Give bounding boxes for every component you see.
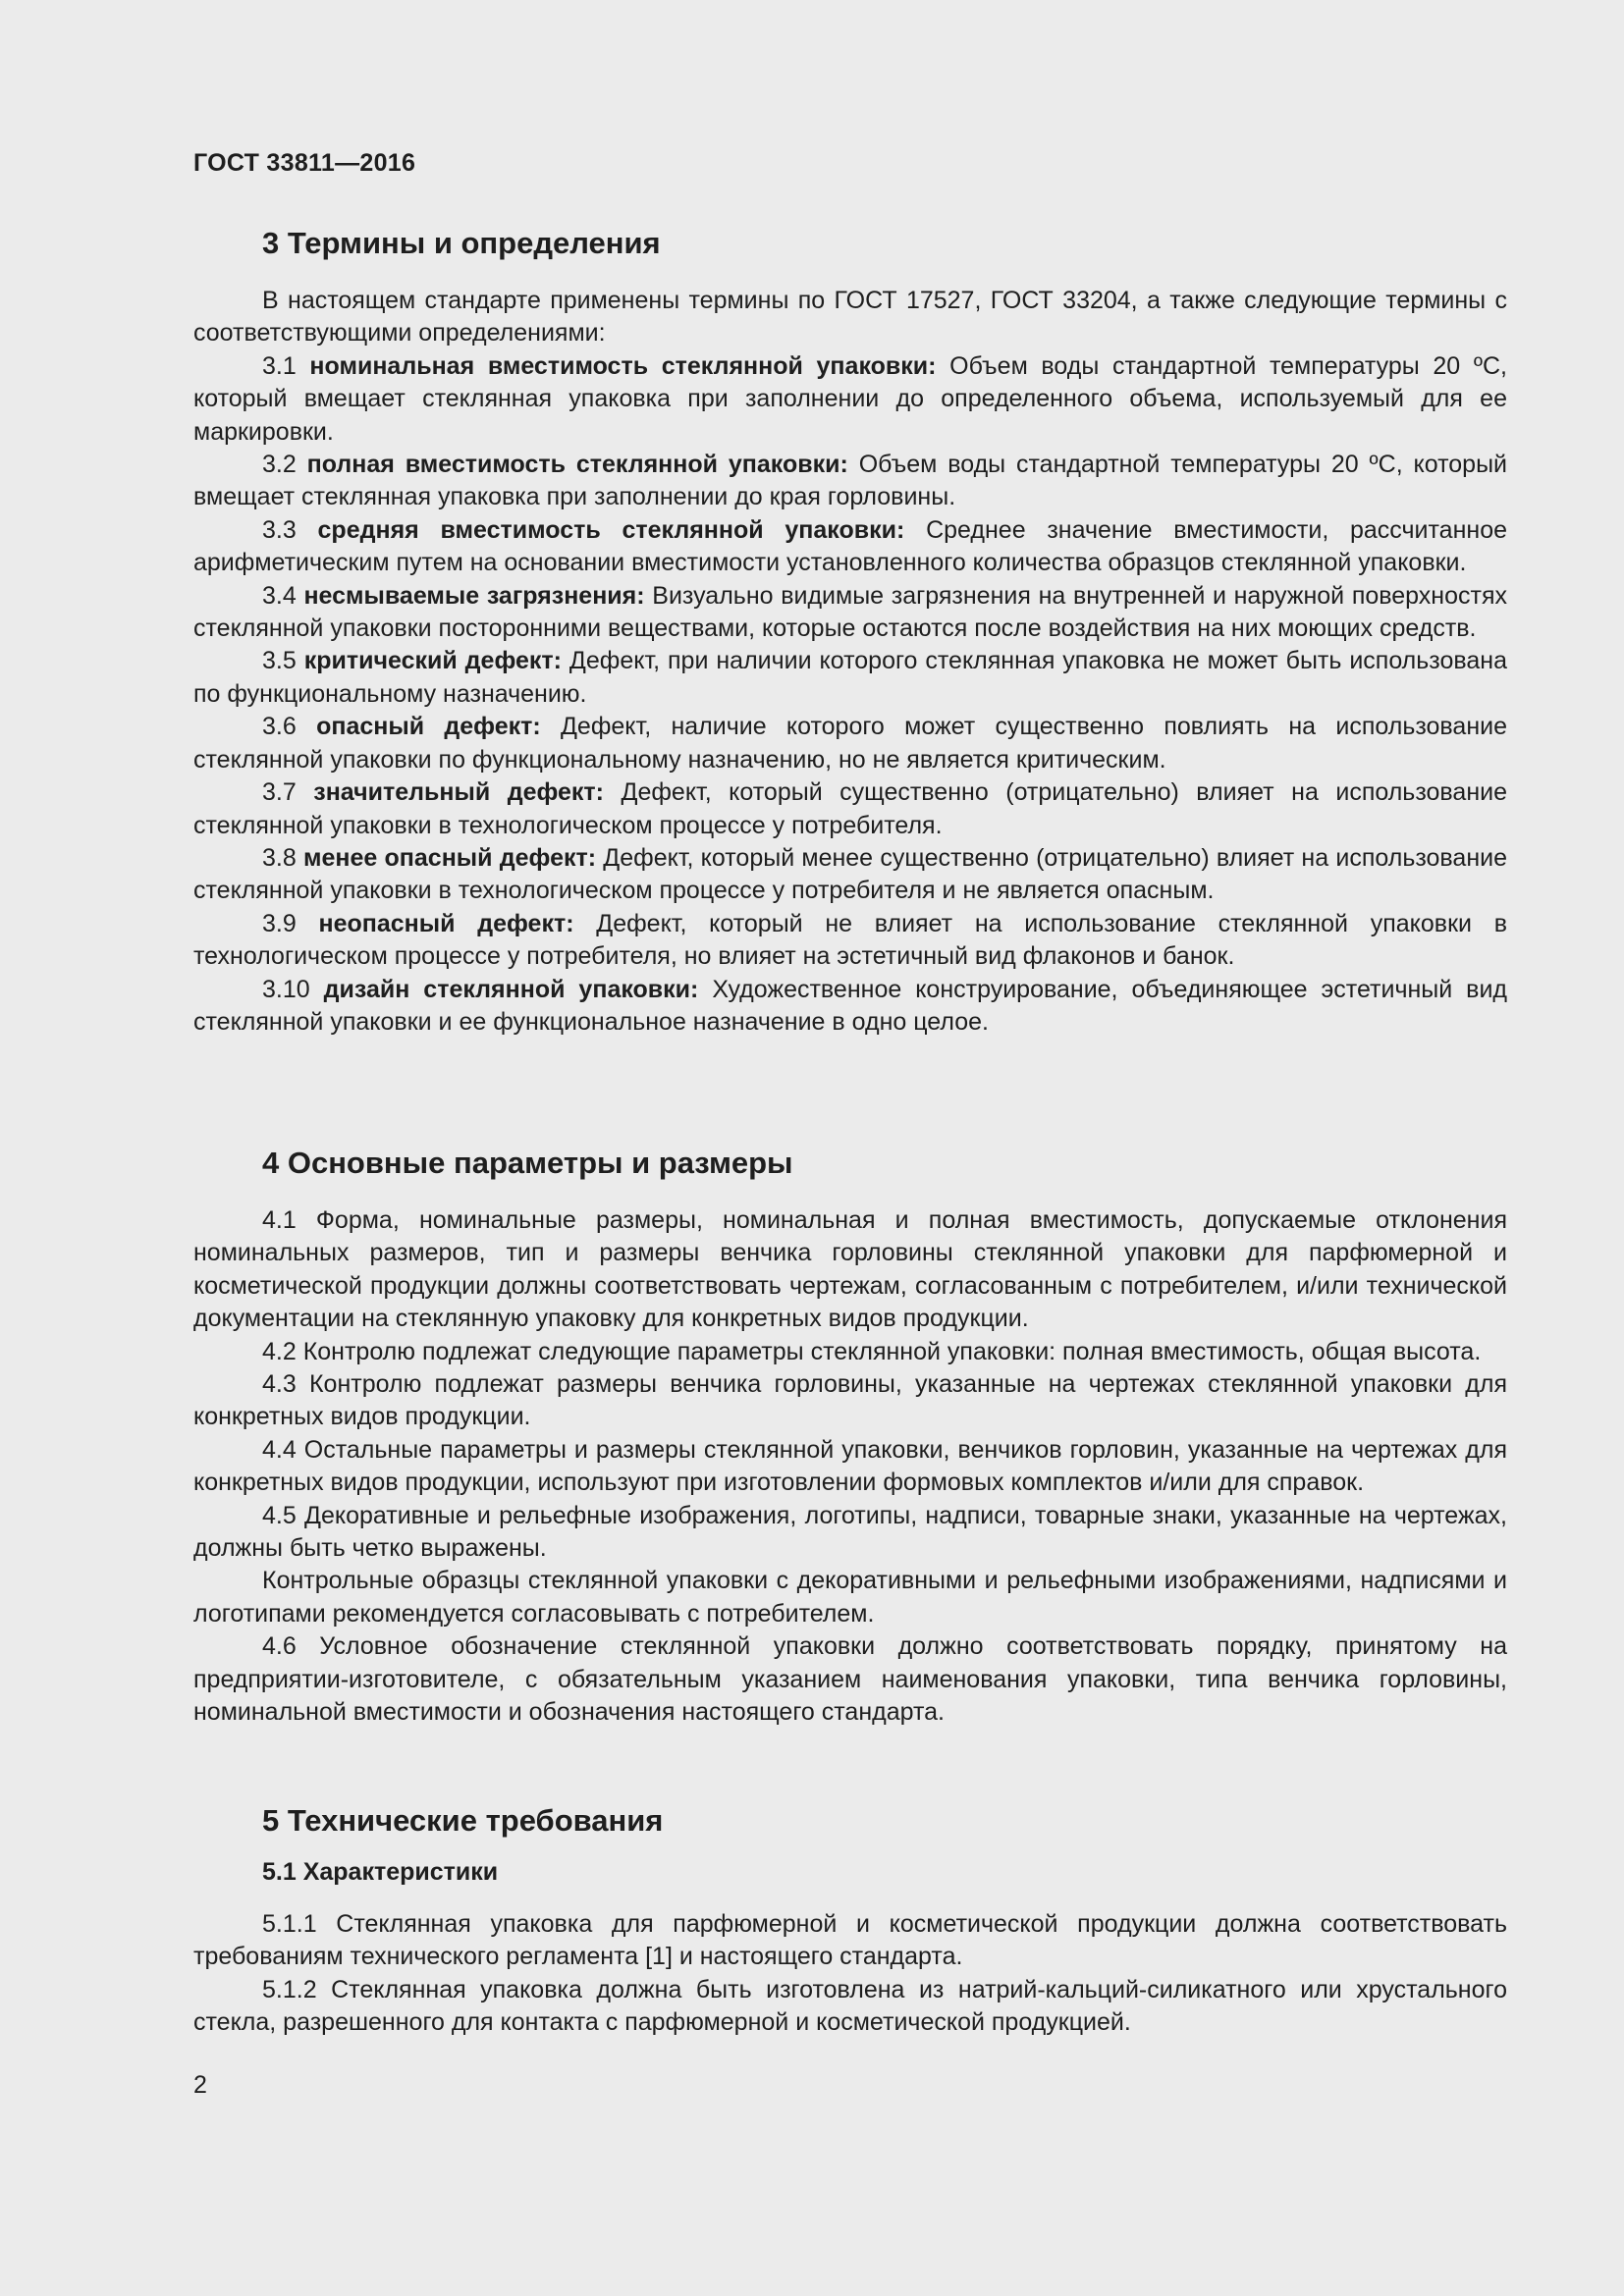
term-number: 3.3: [262, 515, 297, 544]
term-text: Художественное конструирование, объединяющее эстетичный вид стеклянной упаковки и ее функциональное назначение в одно целое.: [193, 975, 1507, 1036]
section-title: 3 Термины и определения: [262, 226, 661, 260]
term-definition: [193, 350, 1507, 449]
section-title: 4 Основные параметры и размеры: [262, 1146, 793, 1180]
section-body: [193, 285, 1507, 1039]
term-definition: [193, 580, 1507, 646]
paragraph: 4.3 Контролю подлежат размеры венчика горловины, указанные на чертежах стеклянной упаковки для конкретных видов продукции.: [193, 1370, 1507, 1431]
term-number: 3.5: [262, 647, 297, 675]
section-body: [193, 1908, 1507, 2040]
term-text: Дефект, наличие которого может существенно повлиять на использование стеклянной упаковки по функциональному назначению, но не является критическим.: [193, 713, 1508, 774]
section-parameters: [193, 1144, 1507, 1730]
page-number: 2: [193, 2071, 207, 2099]
term-name: опасный дефект:: [316, 713, 541, 741]
term-definition: [193, 449, 1507, 514]
term-definition: [193, 842, 1507, 908]
term-definition: [193, 908, 1507, 974]
term-definition: [193, 776, 1507, 842]
term-text: Дефект, который менее существенно (отрицательно) влияет на использование стеклянной упаковки в технологическом процессе у потребителя и не является опасным.: [193, 843, 1508, 905]
section-body: [193, 1204, 1507, 1730]
term-text: Дефект, который не влияет на использование стеклянной упаковки в технологическом процессе у потребителя, но влияет на эстетичный вид флаконов и банок.: [193, 909, 1507, 971]
term-definition: [193, 974, 1507, 1040]
term-name: критический дефект:: [303, 647, 562, 675]
term-name: неопасный дефект:: [318, 909, 574, 937]
term-number: 3.2: [262, 451, 297, 479]
paragraph: 5.1.1 Стеклянная упаковка для парфюмерной и косметической продукции должна соответствовать требованиям технического регламента [1] и настоящего стандарта.: [193, 1910, 1507, 1971]
section-intro: В настоящем стандарте применены термины по ГОСТ 17527, ГОСТ 33204, а также следующие термины с соответствующими определениями:: [193, 287, 1507, 347]
term-number: 3.4: [262, 581, 297, 610]
term-name: номинальная вместимость стеклянной упаковки:: [309, 351, 937, 380]
term-definition: [193, 514, 1507, 580]
section-technical-requirements: [193, 1801, 1507, 2040]
subsection-title: 5.1 Характеристики: [262, 1858, 499, 1886]
section-title: 5 Технические требования: [262, 1803, 664, 1838]
term-number: 3.6: [262, 713, 297, 741]
document-code-header: ГОСТ 33811—2016: [193, 149, 416, 177]
term-text: Визуально видимые загрязнения на внутренней и наружной поверхностях стеклянной упаковки посторонними веществами, которые остаются после воздействия на них моющих средств.: [193, 581, 1507, 643]
term-definition: [193, 711, 1507, 776]
term-text: Объем воды стандартной температуры 20 ºС, который вмещает стеклянная упаковка при заполнении до определенного объема, используемый для ее маркировки.: [193, 351, 1507, 446]
section-terms: [193, 224, 1507, 1039]
term-text: Объем воды стандартной температуры 20 ºС, который вмещает стеклянная упаковка при заполнении до края горловины.: [193, 451, 1508, 511]
term-name: несмываемые загрязнения:: [303, 581, 645, 610]
term-name: полная вместимость стеклянной упаковки:: [306, 451, 848, 479]
term-number: 3.7: [262, 778, 297, 807]
term-text: Дефект, при наличии которого стеклянная упаковка не может быть использована по функциональному назначению.: [193, 647, 1507, 708]
term-text: Среднее значение вместимости, рассчитанное арифметическим путем на основании вместимости установленного количества образцов стеклянной упаковки.: [193, 515, 1508, 577]
term-number: 3.1: [262, 351, 297, 380]
document-page: [193, 0, 1507, 2296]
paragraph: Контрольные образцы стеклянной упаковки с декоративными и рельефными изображениями, надписями и логотипами рекомендуется согласовывать с потребителем.: [193, 1567, 1507, 1628]
paragraph: 5.1.2 Стеклянная упаковка должна быть изготовлена из натрий-кальций-силикатного или хрустального стекла, разрешенного для контакта с парфюмерной и косметической продукцией.: [193, 1975, 1507, 2037]
term-name: дизайн стеклянной упаковки:: [323, 975, 699, 1003]
paragraph: 4.4 Остальные параметры и размеры стеклянной упаковки, венчиков горловин, указанные на чертежах для конкретных видов продукции, используют при изготовлении формовых комплектов и/или для справок.: [193, 1435, 1507, 1497]
term-text: Дефект, который существенно (отрицательно) влияет на использование стеклянной упаковки в технологическом процессе у потребителя.: [193, 778, 1507, 839]
term-name: средняя вместимость стеклянной упаковки:: [317, 515, 905, 544]
term-name: значительный дефект:: [313, 778, 604, 807]
term-number: 3.10: [262, 975, 310, 1003]
term-number: 3.8: [262, 843, 297, 872]
paragraph: 4.1 Форма, номинальные размеры, номинальная и полная вместимость, допускаемые отклонения номинальных размеров, тип и размеры венчика горловины стеклянной упаковки для парфюмерной и косметической продукции должны соответствовать чертежам, согласованным с потребителем, и/или технической документации на стеклянную упаковку для конкретных видов продукции.: [193, 1206, 1507, 1333]
term-definition: [193, 645, 1507, 711]
paragraph: 4.6 Условное обозначение стеклянной упаковки должно соответствовать порядку, принятому на предприятии-изготовителе, с обязательным указанием наименования упаковки, типа венчика горловины, номинальной вместимости и обозначения настоящего стандарта.: [193, 1632, 1507, 1727]
term-name: менее опасный дефект:: [303, 843, 597, 872]
paragraph: 4.5 Декоративные и рельефные изображения, логотипы, надписи, товарные знаки, указанные на чертежах, должны быть четко выражены.: [193, 1501, 1507, 1563]
paragraph: 4.2 Контролю подлежат следующие параметры стеклянной упаковки: полная вместимость, общая высота.: [262, 1337, 1482, 1365]
term-number: 3.9: [262, 909, 297, 937]
